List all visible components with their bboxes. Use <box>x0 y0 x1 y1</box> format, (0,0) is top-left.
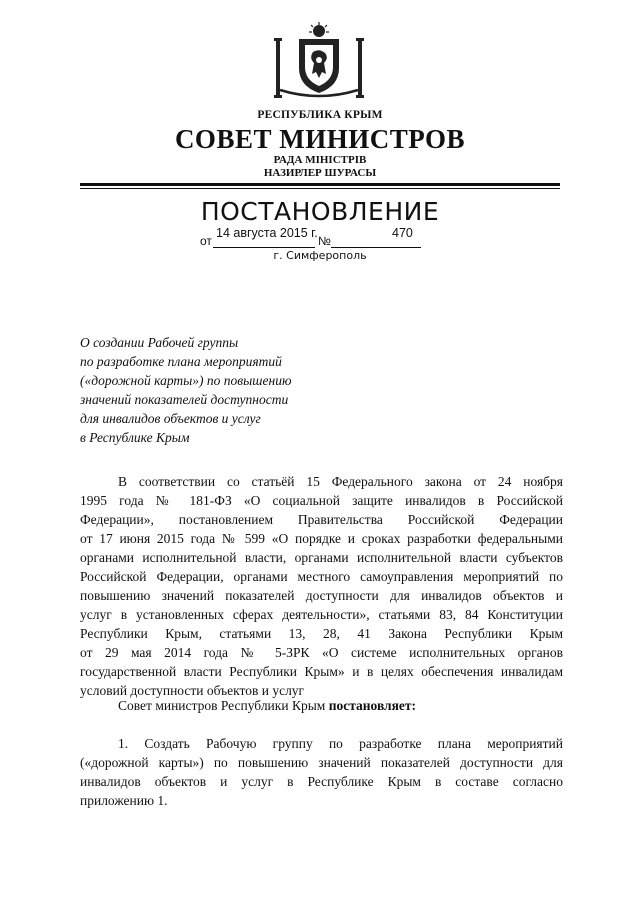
body-line: от 29 мая 2014 года № 5-ЗРК «О системе исполнительных органов <box>80 645 563 660</box>
body-line: услуг в установленных сферах деятельности», статьями 83, 84 Конституции <box>80 607 563 622</box>
body-line: Российской Федерации, органами местного самоуправления мероприятий по <box>80 569 563 584</box>
date-underline <box>213 247 315 248</box>
body-line: 1. Создать Рабочую группу по разработке плана мероприятий <box>118 736 563 751</box>
document-type-title: ПОСТАНОВЛЕНИЕ <box>200 197 440 226</box>
date-number-row <box>200 226 430 248</box>
republic-title: РЕСПУБЛИКА КРЫМ <box>257 109 383 121</box>
resolution-text: Совет министров Республики Крым <box>118 698 329 713</box>
subject-line: О создании Рабочей группы <box>80 335 239 350</box>
document-subject <box>80 333 380 447</box>
subject-line: значений показателей доступности <box>80 392 289 407</box>
subject-line: по разработке плана мероприятий <box>80 354 282 369</box>
city-name: г. Симферополь <box>273 249 367 262</box>
number-label: № <box>318 234 331 248</box>
body-line: Республики Крым, статьями 13, 28, 41 Закона Республики Крым <box>80 626 563 641</box>
body-line: органами исполнительной власти, органами исполнительной власти субъектов <box>80 550 563 565</box>
crimean-tatar-title: НАЗИРЛЕР ШУРАСЫ <box>263 167 377 179</box>
body-line: от 17 июня 2015 года № 599 «О порядке и сроках разработки федеральными <box>80 531 563 546</box>
body-line: («дорожной карты») по повышению значений показателей доступности для <box>80 755 563 770</box>
document-number: 470 <box>392 226 413 240</box>
body-line: В соответствии со статьёй 15 Федерального закона от 24 ноября <box>118 474 563 489</box>
number-underline <box>331 247 421 248</box>
body-line: Федерации», постановлением Правительства Российской Федерации <box>80 512 563 527</box>
resolution-keyword: постановляет: <box>328 698 417 713</box>
body-line: повышению значений показателей доступности для инвалидов объектов и <box>80 588 563 603</box>
preamble-paragraph <box>80 472 563 700</box>
body-line: инвалидов объектов и услуг в Республике Крым в составе согласно <box>80 774 563 789</box>
document-date: 14 августа 2015 г. <box>216 226 318 240</box>
body-line: 1995 года № 181-ФЗ «О социальной защите инвалидов в Российской <box>80 493 563 508</box>
subject-line: («дорожной карты») по повышению <box>80 373 292 388</box>
subject-line: для инвалидов объектов и услуг <box>80 411 261 426</box>
body-line: условий доступности объектов и услуг <box>80 683 305 698</box>
resolution-statement <box>80 696 563 715</box>
clause-1-paragraph <box>80 734 563 810</box>
subject-line: в Республике Крым <box>80 430 190 445</box>
ukrainian-title: РАДА МІНІСТРІВ <box>273 154 367 166</box>
from-label: от <box>200 234 212 248</box>
coat-of-arms-emblem <box>268 22 370 102</box>
body-line: приложению 1. <box>80 793 168 808</box>
body-line: государственной власти Республики Крым» и в целях обеспечения инвалидам <box>80 664 563 679</box>
header-divider-thick <box>80 183 560 186</box>
header-divider-thin <box>80 188 560 189</box>
council-title: СОВЕТ МИНИСТРОВ <box>174 124 466 154</box>
